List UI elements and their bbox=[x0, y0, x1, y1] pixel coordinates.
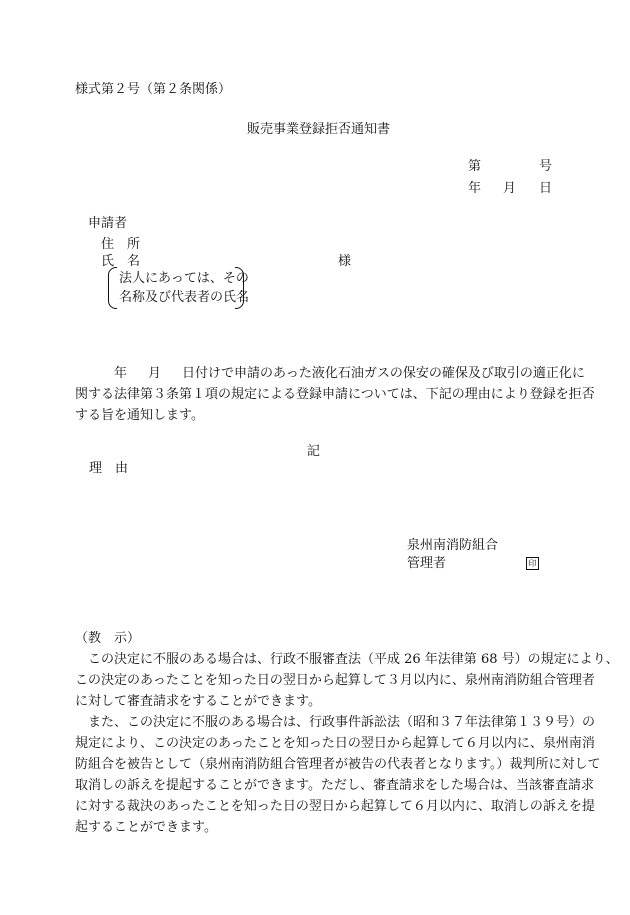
form-label: 様式第２号（第２条関係） bbox=[75, 82, 232, 97]
issuer-org: 泉州南消防組合 bbox=[407, 538, 499, 553]
notice-p2-line: 起することができます。 bbox=[75, 820, 217, 835]
notice-p1-line: に対して審査請求をすることができます。 bbox=[75, 694, 321, 709]
name-label: 氏 名 bbox=[101, 254, 141, 269]
seal-icon: 印 bbox=[526, 557, 539, 570]
date-day: 日 bbox=[539, 181, 553, 196]
ki-heading: 記 bbox=[307, 444, 321, 459]
notice-p2-line: 防組合を被告として（泉州南消防組合管理者が被告の代表者となります。）裁判所に対して bbox=[75, 757, 601, 772]
corporate-note bbox=[108, 267, 250, 309]
corp-note-line1: 法人にあっては、その bbox=[119, 271, 249, 286]
body-line1: 日付けで申請のあった液化石油ガスの保安の確保及び取引の適正化に bbox=[182, 366, 585, 381]
left-bracket bbox=[108, 267, 117, 309]
corp-note-line2: 名称及び代表者の氏名 bbox=[119, 290, 250, 305]
notice-p2-line: に対する裁決のあったことを知った日の翌日から起算して６月以内に、取消しの訴えを提 bbox=[75, 799, 595, 814]
address-label: 住 所 bbox=[101, 237, 141, 252]
seal-wrap bbox=[526, 555, 539, 573]
date-year: 年 bbox=[468, 181, 482, 196]
body-date-year: 年 bbox=[114, 366, 128, 381]
notice-heading: （教 示） bbox=[75, 631, 141, 646]
body-date-month: 月 bbox=[148, 366, 162, 381]
notice-p1-line: この決定に不服のある場合は、行政不服審査法（平成 26 年法律第 68 号）の規定により、 bbox=[88, 652, 619, 667]
notice-p2-line: 取消しの訴えを提起することができます。ただし、審査請求をした場合は、当該審査請求 bbox=[75, 778, 594, 793]
applicant-heading: 申請者 bbox=[88, 216, 128, 231]
honorific: 様 bbox=[338, 254, 352, 269]
reason-label: 理 由 bbox=[89, 461, 129, 476]
body-line3: する旨を通知します。 bbox=[75, 408, 204, 423]
notice-p1-line: この決定のあったことを知った日の翌日から起算して３月以内に、泉州南消防組合管理者 bbox=[75, 673, 595, 688]
notice-p2-line: また、この決定に不服のある場合は、行政事件訴訟法（昭和３７年法律第１３９号）の bbox=[88, 715, 596, 730]
document-title: 販売事業登録拒否通知書 bbox=[247, 122, 391, 137]
notice-p2-line: 規定により、この決定のあったことを知った日の翌日から起算して６月以内に、泉州南消 bbox=[75, 736, 595, 751]
doc-number-prefix: 第 bbox=[468, 159, 482, 174]
date-month: 月 bbox=[503, 181, 517, 196]
issuer-role: 管理者 bbox=[407, 556, 447, 571]
body-line2: 関する法律第３条第１項の規定による登録申請については、下記の理由により登録を拒否 bbox=[75, 387, 595, 402]
doc-number-suffix: 号 bbox=[539, 159, 553, 174]
